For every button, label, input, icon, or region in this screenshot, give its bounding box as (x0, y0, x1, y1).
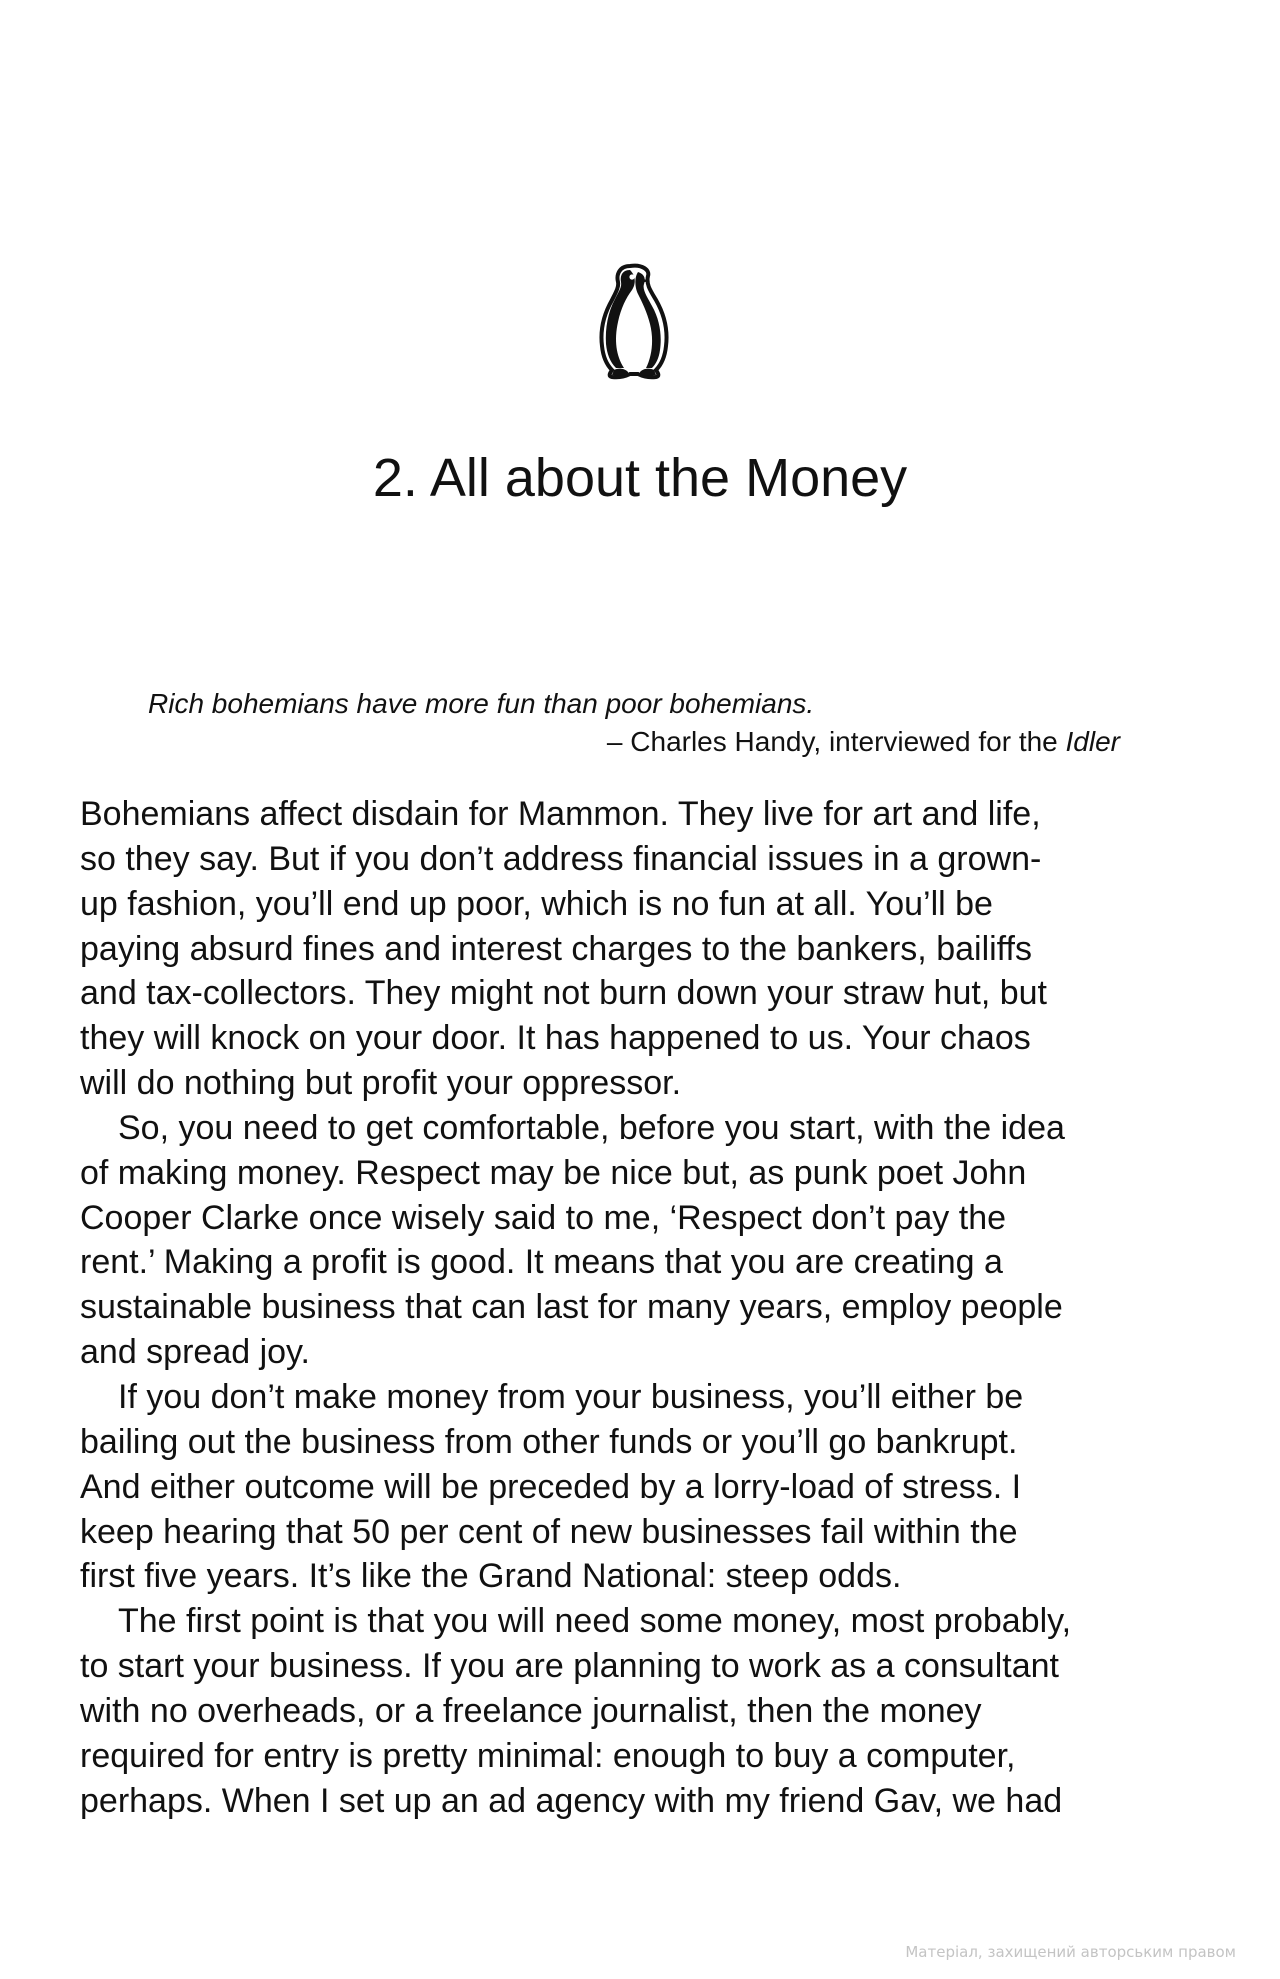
body-line: Bohemians affect disdain for Mammon. They live for art and life, (80, 795, 1041, 833)
epigraph-quote: Rich bohemians have more fun than poor bohemians. (148, 688, 815, 719)
body-line: first five years. It’s like the Grand National: steep odds. (80, 1557, 902, 1596)
epigraph-attribution-text: – Charles Handy, interviewed for the (606, 726, 1066, 757)
body-line: and spread joy. (80, 1333, 310, 1372)
body-line: paying absurd fines and interest charges to the bankers, bailiffs (80, 929, 1032, 968)
body-line: So, you need to get comfortable, before you start, with the idea (118, 1108, 1065, 1147)
body-line: The first point is that you will need some money, most probably, (118, 1602, 1072, 1641)
body-text (80, 792, 1200, 1823)
body-line: required for entry is pretty minimal: enough to buy a computer, (80, 1736, 1016, 1775)
body-line: of making money. Respect may be nice but, as punk poet John (80, 1153, 1027, 1192)
body-line: perhaps. When I set up an ad agency with my friend Gav, we had (80, 1781, 1063, 1820)
chapter-title: 2. All about the Money (372, 448, 908, 508)
body-line: rent.’ Making a profit is good. It means that you are creating a (80, 1243, 1003, 1282)
body-line: bailing out the business from other funds or you’ll go bankrupt. (80, 1422, 1018, 1461)
body-line: Cooper Clarke once wisely said to me, ‘Respect don’t pay the (80, 1198, 1007, 1237)
epigraph-attribution (607, 724, 1120, 760)
body-line: with no overheads, or a freelance journalist, then the money (80, 1691, 982, 1730)
body-line: If you don’t make money from your business, you’ll either be (118, 1377, 1024, 1416)
body-line: they will knock on your door. It has happened to us. Your chaos (80, 1019, 1031, 1058)
body-line: will do nothing but profit your oppressor. (80, 1064, 682, 1103)
body-line: sustainable business that can last for many years, employ people (80, 1288, 1063, 1327)
body-line: to start your business. If you are planning to work as a consultant (80, 1647, 1059, 1686)
penguin-logo-icon (590, 260, 678, 382)
body-line: and tax-collectors. They might not burn down your straw hut, but (80, 974, 1047, 1013)
body-line: up fashion, you’ll end up poor, which is no fun at all. You’ll be (80, 884, 993, 923)
copyright-watermark: Матеріал, захищений авторським правом (905, 1943, 1236, 1961)
body-line: keep hearing that 50 per cent of new businesses fail within the (80, 1512, 1018, 1551)
body-line: And either outcome will be preceded by a lorry-load of stress. I (80, 1467, 1022, 1506)
epigraph-publication: Idler (1065, 726, 1120, 757)
body-line: so they say. But if you don’t address financial issues in a grown- (80, 839, 1042, 878)
